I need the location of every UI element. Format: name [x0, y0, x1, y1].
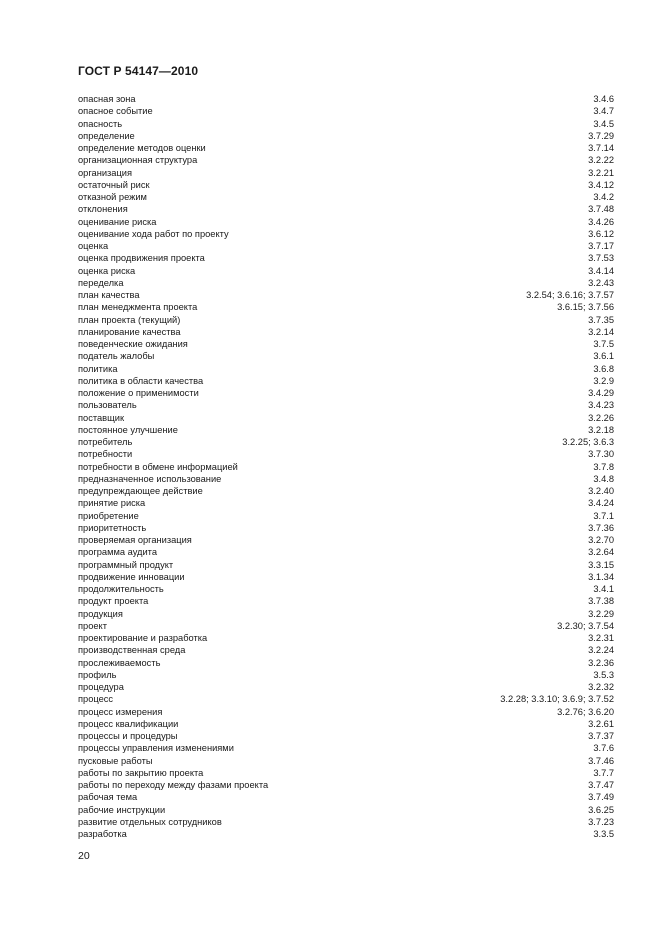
index-entry — [78, 669, 614, 681]
index-term: рабочая тема — [78, 792, 138, 803]
index-entry — [78, 448, 614, 460]
index-entry — [78, 350, 614, 362]
index-entry — [78, 326, 614, 338]
index-entry — [78, 644, 614, 656]
index-entry — [78, 142, 614, 154]
index-reference: 3.2.54; 3.6.16; 3.7.57 — [526, 290, 614, 300]
index-term: продукция — [78, 608, 123, 619]
index-entry — [78, 228, 614, 240]
index-reference: 3.2.9 — [593, 375, 614, 386]
index-reference: 3.7.30 — [588, 449, 614, 460]
index-reference: 3.6.12 — [588, 228, 614, 239]
index-entry — [78, 301, 614, 313]
index-entry — [78, 277, 614, 289]
index-entry — [78, 130, 614, 142]
document-header: ГОСТ Р 54147—2010 — [78, 64, 199, 78]
index-entry — [78, 632, 614, 644]
index-reference: 3.7.53 — [588, 253, 614, 264]
index-entry — [78, 816, 614, 828]
index-term: политика — [78, 363, 118, 374]
index-reference: 3.7.38 — [588, 596, 614, 607]
index-entry — [78, 657, 614, 669]
index-term: развитие отдельных сотрудников — [78, 816, 222, 827]
index-reference: 3.6.1 — [593, 351, 614, 362]
index-reference: 3.7.36 — [588, 522, 614, 533]
index-reference: 3.6.8 — [593, 363, 614, 374]
index-reference: 3.2.21 — [588, 167, 614, 178]
index-term: оценка продвижения проекта — [78, 253, 205, 264]
index-reference: 3.4.29 — [588, 388, 614, 398]
index-term: проектирование и разработка — [78, 633, 208, 643]
index-term: оценка — [78, 241, 109, 251]
index-reference: 3.4.23 — [588, 400, 614, 411]
index-reference: 3.2.64 — [588, 547, 614, 558]
index-term: предупреждающее действие — [78, 486, 203, 496]
index-entry — [78, 522, 614, 534]
index-entry — [78, 118, 614, 130]
index-reference: 3.7.8 — [593, 461, 614, 472]
index-reference: 3.4.8 — [593, 473, 614, 484]
index-entry — [78, 93, 614, 105]
index-entry — [78, 706, 614, 718]
index-reference: 3.4.6 — [593, 94, 614, 104]
index-entry — [78, 461, 614, 473]
index-term: продолжительность — [78, 584, 164, 594]
index-term: работы по закрытию проекта — [78, 767, 204, 778]
index-entry — [78, 742, 614, 754]
index-entry — [78, 424, 614, 436]
index-reference: 3.2.29 — [588, 608, 614, 619]
index-term: производственная среда — [78, 645, 186, 656]
index-entry — [78, 191, 614, 203]
index-reference: 3.2.70 — [588, 535, 614, 545]
index-entry — [78, 595, 614, 607]
index-term: поведенческие ожидания — [78, 339, 188, 349]
index-entry — [78, 203, 614, 215]
index-entry — [78, 485, 614, 497]
index-reference: 3.6.25 — [588, 804, 614, 815]
index-reference: 3.4.14 — [588, 265, 614, 276]
index-term: организационная структура — [78, 155, 198, 166]
index-term: планирование качества — [78, 326, 181, 337]
index-term: потребности в обмене информацией — [78, 461, 238, 472]
index-reference: 3.6.15; 3.7.56 — [557, 302, 614, 313]
index-reference: 3.2.40 — [588, 486, 614, 496]
index-term: план качества — [78, 290, 140, 300]
index-reference: 3.2.31 — [588, 633, 614, 643]
index-reference: 3.4.7 — [593, 106, 614, 117]
index-reference: 3.7.48 — [588, 204, 614, 215]
index-reference: 3.2.76; 3.6.20 — [557, 706, 614, 717]
index-entry — [78, 546, 614, 558]
index-entry — [78, 314, 614, 326]
index-term: процесс измерения — [78, 706, 163, 717]
index-entry — [78, 436, 614, 448]
index-entry — [78, 497, 614, 509]
index-term: остаточный риск — [78, 179, 150, 190]
index-entry — [78, 387, 614, 399]
index-entry — [78, 534, 614, 546]
index-reference: 3.7.1 — [593, 510, 614, 521]
index-entry — [78, 828, 614, 840]
index-reference: 3.7.47 — [588, 780, 614, 790]
index-reference: 3.3.5 — [593, 829, 614, 839]
index-term: политика в области качества — [78, 375, 204, 386]
index-term: программный продукт — [78, 559, 174, 570]
index-term: процессы управления изменениями — [78, 743, 234, 754]
index-term: приобретение — [78, 510, 139, 521]
index-term: переделка — [78, 277, 124, 288]
index-reference: 3.7.37 — [588, 731, 614, 741]
index-term: потребитель — [78, 437, 133, 447]
index-reference: 3.7.46 — [588, 755, 614, 766]
index-entry — [78, 399, 614, 411]
index-term: разработка — [78, 829, 127, 839]
index-entry — [78, 755, 614, 767]
index-entry — [78, 693, 614, 705]
index-entry — [78, 363, 614, 375]
index-entry — [78, 105, 614, 117]
index-reference: 3.5.3 — [593, 669, 614, 680]
index-reference: 3.2.36 — [588, 657, 614, 668]
index-term: прослеживаемость — [78, 657, 161, 668]
index-entry — [78, 289, 614, 301]
index-entry — [78, 791, 614, 803]
index-reference: 3.2.22 — [588, 155, 614, 166]
index-reference: 3.2.14 — [588, 326, 614, 337]
index-entry — [78, 681, 614, 693]
index-term: процессы и процедуры — [78, 731, 178, 741]
index-entry — [78, 252, 614, 264]
index-reference: 3.2.30; 3.7.54 — [557, 620, 614, 631]
index-reference: 3.7.35 — [588, 314, 614, 325]
index-term: потребности — [78, 449, 133, 460]
index-term: оценивание хода работ по проекту — [78, 228, 229, 239]
index-reference: 3.2.18 — [588, 424, 614, 435]
index-entry — [78, 608, 614, 620]
index-term: положение о применимости — [78, 388, 199, 398]
index-term: оценка риска — [78, 265, 136, 276]
index-term: профиль — [78, 669, 117, 680]
index-term: отклонения — [78, 204, 128, 215]
index-term: постоянное улучшение — [78, 424, 178, 435]
index-term: опасное событие — [78, 106, 153, 117]
index-term: организация — [78, 167, 133, 178]
index-term: оценивание риска — [78, 216, 157, 227]
page-number: 20 — [78, 850, 90, 862]
index-term: поставщик — [78, 412, 125, 423]
index-entry — [78, 730, 614, 742]
index-entry — [78, 167, 614, 179]
index-term: план менеджмента проекта — [78, 302, 198, 313]
index-term: процесс — [78, 694, 114, 705]
index-term: проверяемая организация — [78, 535, 192, 545]
index-entry — [78, 338, 614, 350]
index-entry — [78, 412, 614, 424]
index-reference: 3.4.2 — [593, 192, 614, 202]
index-reference: 3.2.24 — [588, 645, 614, 656]
index-reference: 3.7.29 — [588, 130, 614, 141]
index-entry — [78, 473, 614, 485]
index-entry — [78, 240, 614, 252]
index-reference: 3.2.28; 3.3.10; 3.6.9; 3.7.52 — [500, 694, 614, 705]
index-reference: 3.2.32 — [588, 682, 614, 692]
index-entry — [78, 216, 614, 228]
index-term: пусковые работы — [78, 755, 153, 766]
index-term: податель жалобы — [78, 351, 155, 362]
index-term: определение — [78, 130, 135, 141]
index-reference: 3.7.49 — [588, 792, 614, 803]
index-entry — [78, 718, 614, 730]
index-reference: 3.7.23 — [588, 816, 614, 827]
index-entry — [78, 804, 614, 816]
index-term: процедура — [78, 682, 124, 692]
index-term: план проекта (текущий) — [78, 314, 181, 325]
index-entry — [78, 571, 614, 583]
index-entry — [78, 767, 614, 779]
index-reference: 3.4.5 — [593, 118, 614, 129]
index-reference: 3.1.34 — [588, 571, 614, 582]
index-entry — [78, 179, 614, 191]
index-term: определение методов оценки — [78, 143, 206, 153]
index-reference: 3.2.61 — [588, 718, 614, 729]
index-term: продвижение инновации — [78, 571, 185, 582]
index-term: опасность — [78, 118, 123, 129]
index-reference: 3.7.6 — [593, 743, 614, 754]
index-reference: 3.7.17 — [588, 241, 614, 251]
index-entry — [78, 510, 614, 522]
index-reference: 3.7.7 — [593, 767, 614, 778]
index-term: отказной режим — [78, 192, 147, 202]
index-reference: 3.4.26 — [588, 216, 614, 227]
index-term: работы по переходу между фазами проекта — [78, 780, 269, 790]
index-entry — [78, 620, 614, 632]
index-entry — [78, 265, 614, 277]
index-entry — [78, 779, 614, 791]
index-term: программа аудита — [78, 547, 157, 558]
index-term: продукт проекта — [78, 596, 149, 607]
index-entry — [78, 583, 614, 595]
index-reference: 3.7.14 — [588, 143, 614, 153]
index-reference: 3.4.1 — [593, 584, 614, 594]
index-entry — [78, 375, 614, 387]
alphabetical-index — [78, 93, 614, 840]
index-term: принятие риска — [78, 498, 146, 509]
index-reference: 3.2.26 — [588, 412, 614, 423]
index-term: предназначенное использование — [78, 473, 222, 484]
index-entry — [78, 559, 614, 571]
index-reference: 3.3.15 — [588, 559, 614, 570]
index-reference: 3.2.25; 3.6.3 — [562, 437, 614, 447]
index-term: приоритетность — [78, 522, 147, 533]
index-reference: 3.4.24 — [588, 498, 614, 509]
index-term: пользователь — [78, 400, 137, 411]
index-term: рабочие инструкции — [78, 804, 166, 815]
index-reference: 3.7.5 — [593, 339, 614, 349]
index-term: опасная зона — [78, 94, 136, 104]
index-term: процесс квалификации — [78, 718, 179, 729]
index-entry — [78, 154, 614, 166]
index-term: проект — [78, 620, 107, 631]
index-reference: 3.2.43 — [588, 277, 614, 288]
index-reference: 3.4.12 — [588, 179, 614, 190]
